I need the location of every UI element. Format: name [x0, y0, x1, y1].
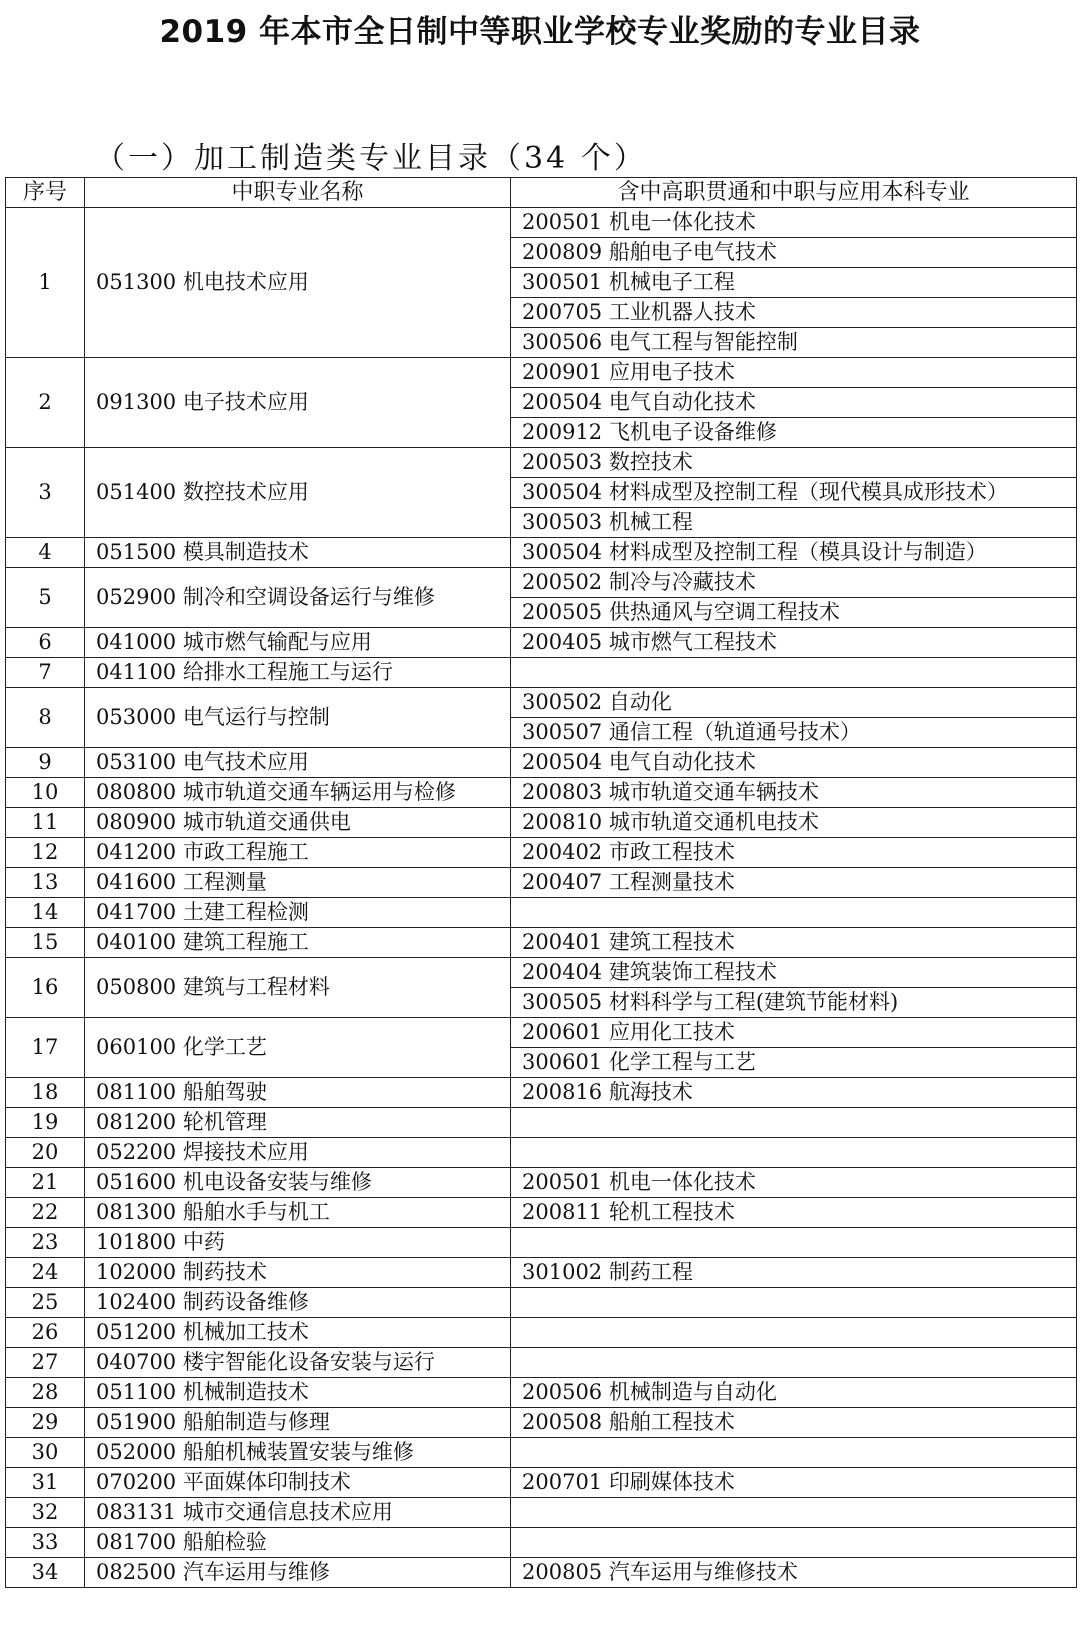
related-major: 200502 制冷与冷藏技术: [511, 568, 1077, 598]
table-row: [6, 688, 1077, 718]
related-major: 200601 应用化工技术: [511, 1018, 1077, 1048]
table-row: [6, 838, 1077, 868]
table-row: [6, 448, 1077, 478]
document-title: 2019 年本市全日制中等职业学校专业奖励的专业目录: [159, 14, 921, 50]
table-row: [6, 958, 1077, 988]
related-major: [511, 1438, 1077, 1468]
related-major: 200701 印刷媒体技术: [511, 1468, 1077, 1498]
row-index: 34: [6, 1558, 85, 1588]
related-major: 200407 工程测量技术: [511, 868, 1077, 898]
related-major: 300502 自动化: [511, 688, 1077, 718]
related-major: [511, 1288, 1077, 1318]
vocational-major-name: 041700 土建工程检测: [85, 898, 511, 928]
row-index: 8: [6, 688, 85, 748]
related-major: 300601 化学工程与工艺: [511, 1048, 1077, 1078]
related-major: 200504 电气自动化技术: [511, 388, 1077, 418]
related-major: 200401 建筑工程技术: [511, 928, 1077, 958]
related-major: 300507 通信工程（轨道通号技术）: [511, 718, 1077, 748]
related-major: 200805 汽车运用与维修技术: [511, 1558, 1077, 1588]
vocational-major-name: 081700 船舶检验: [85, 1528, 511, 1558]
row-index: 1: [6, 208, 85, 358]
related-major: 300505 材料科学与工程(建筑节能材料): [511, 988, 1077, 1018]
vocational-major-name: 052200 焊接技术应用: [85, 1138, 511, 1168]
related-major: [511, 1108, 1077, 1138]
table-row: [6, 568, 1077, 598]
vocational-major-name: 051600 机电设备安装与维修: [85, 1168, 511, 1198]
row-index: 3: [6, 448, 85, 538]
related-major: [511, 1528, 1077, 1558]
table-row: [6, 1288, 1077, 1318]
vocational-major-name: 051900 船舶制造与修理: [85, 1408, 511, 1438]
vocational-major-name: 102000 制药技术: [85, 1258, 511, 1288]
section-heading: （一）加工制造类专业目录（34 个）: [95, 141, 647, 176]
related-major: 200404 建筑装饰工程技术: [511, 958, 1077, 988]
vocational-major-name: 082500 汽车运用与维修: [85, 1558, 511, 1588]
table-row: [6, 1468, 1077, 1498]
table-row: [6, 628, 1077, 658]
row-index: 11: [6, 808, 85, 838]
related-major: [511, 1498, 1077, 1528]
row-index: 6: [6, 628, 85, 658]
table-row: [6, 358, 1077, 388]
vocational-major-name: 080900 城市轨道交通供电: [85, 808, 511, 838]
table-row: [6, 208, 1077, 238]
row-index: 2: [6, 358, 85, 448]
table-row: [6, 658, 1077, 688]
related-major: 200901 应用电子技术: [511, 358, 1077, 388]
vocational-major-name: 081200 轮机管理: [85, 1108, 511, 1138]
related-major: 200912 飞机电子设备维修: [511, 418, 1077, 448]
vocational-major-name: 053000 电气运行与控制: [85, 688, 511, 748]
table-row: [6, 1168, 1077, 1198]
row-index: 28: [6, 1378, 85, 1408]
related-major: 301002 制药工程: [511, 1258, 1077, 1288]
vocational-major-name: 040700 楼宇智能化设备安装与运行: [85, 1348, 511, 1378]
vocational-major-name: 102400 制药设备维修: [85, 1288, 511, 1318]
table-row: [6, 1108, 1077, 1138]
related-major: 200508 船舶工程技术: [511, 1408, 1077, 1438]
table-row: [6, 538, 1077, 568]
vocational-major-name: 051200 机械加工技术: [85, 1318, 511, 1348]
table-row: [6, 868, 1077, 898]
vocational-major-name: 081100 船舶驾驶: [85, 1078, 511, 1108]
table-header-row: [6, 178, 1077, 208]
related-major: 200506 机械制造与自动化: [511, 1378, 1077, 1408]
related-major: 200501 机电一体化技术: [511, 1168, 1077, 1198]
table-row: [6, 1138, 1077, 1168]
vocational-major-name: 051400 数控技术应用: [85, 448, 511, 538]
row-index: 24: [6, 1258, 85, 1288]
related-major: 200810 城市轨道交通机电技术: [511, 808, 1077, 838]
table-row: [6, 1348, 1077, 1378]
row-index: 23: [6, 1228, 85, 1258]
related-major: 200504 电气自动化技术: [511, 748, 1077, 778]
related-major: 200809 船舶电子电气技术: [511, 238, 1077, 268]
related-major: 300506 电气工程与智能控制: [511, 328, 1077, 358]
related-major: 300504 材料成型及控制工程（现代模具成形技术）: [511, 478, 1077, 508]
vocational-major-name: 060100 化学工艺: [85, 1018, 511, 1078]
table-row: [6, 1408, 1077, 1438]
vocational-major-name: 083131 城市交通信息技术应用: [85, 1498, 511, 1528]
table-row: [6, 1228, 1077, 1258]
row-index: 30: [6, 1438, 85, 1468]
vocational-major-name: 053100 电气技术应用: [85, 748, 511, 778]
row-index: 13: [6, 868, 85, 898]
row-index: 21: [6, 1168, 85, 1198]
related-major: 200816 航海技术: [511, 1078, 1077, 1108]
row-index: 29: [6, 1408, 85, 1438]
vocational-major-name: 040100 建筑工程施工: [85, 928, 511, 958]
table-row: [6, 808, 1077, 838]
vocational-major-name: 091300 电子技术应用: [85, 358, 511, 448]
table-row: [6, 1318, 1077, 1348]
table-row: [6, 898, 1077, 928]
related-major: 300501 机械电子工程: [511, 268, 1077, 298]
row-index: 33: [6, 1528, 85, 1558]
vocational-major-name: 041000 城市燃气输配与应用: [85, 628, 511, 658]
vocational-major-name: 041100 给排水工程施工与运行: [85, 658, 511, 688]
vocational-major-name: 051500 模具制造技术: [85, 538, 511, 568]
vocational-major-name: 070200 平面媒体印制技术: [85, 1468, 511, 1498]
row-index: 20: [6, 1138, 85, 1168]
related-major: 200705 工业机器人技术: [511, 298, 1077, 328]
vocational-major-name: 050800 建筑与工程材料: [85, 958, 511, 1018]
vocational-major-name: 041600 工程测量: [85, 868, 511, 898]
vocational-major-name: 081300 船舶水手与机工: [85, 1198, 511, 1228]
table-body: [6, 208, 1077, 1588]
header-major-name: 中职专业名称: [85, 178, 511, 208]
vocational-major-name: 051100 机械制造技术: [85, 1378, 511, 1408]
row-index: 32: [6, 1498, 85, 1528]
row-index: 26: [6, 1318, 85, 1348]
vocational-major-name: 101800 中药: [85, 1228, 511, 1258]
row-index: 10: [6, 778, 85, 808]
related-major: 200503 数控技术: [511, 448, 1077, 478]
row-index: 15: [6, 928, 85, 958]
row-index: 19: [6, 1108, 85, 1138]
row-index: 22: [6, 1198, 85, 1228]
table-row: [6, 1258, 1077, 1288]
header-related-majors: 含中高职贯通和中职与应用本科专业: [511, 178, 1077, 208]
related-major: [511, 658, 1077, 688]
related-major: [511, 1228, 1077, 1258]
row-index: 5: [6, 568, 85, 628]
table-row: [6, 1558, 1077, 1588]
table-row: [6, 1378, 1077, 1408]
related-major: [511, 1138, 1077, 1168]
related-major: 200803 城市轨道交通车辆技术: [511, 778, 1077, 808]
table-row: [6, 928, 1077, 958]
row-index: 14: [6, 898, 85, 928]
table-row: [6, 778, 1077, 808]
related-major: 200501 机电一体化技术: [511, 208, 1077, 238]
row-index: 16: [6, 958, 85, 1018]
table-row: [6, 748, 1077, 778]
table-row: [6, 1018, 1077, 1048]
row-index: 17: [6, 1018, 85, 1078]
related-major: [511, 1348, 1077, 1378]
header-index: 序号: [6, 178, 85, 208]
vocational-major-name: 080800 城市轨道交通车辆运用与检修: [85, 778, 511, 808]
row-index: 18: [6, 1078, 85, 1108]
related-major: 300504 材料成型及控制工程（模具设计与制造）: [511, 538, 1077, 568]
table-row: [6, 1198, 1077, 1228]
table-row: [6, 1498, 1077, 1528]
row-index: 12: [6, 838, 85, 868]
related-major: 200811 轮机工程技术: [511, 1198, 1077, 1228]
table-row: [6, 1438, 1077, 1468]
row-index: 27: [6, 1348, 85, 1378]
row-index: 25: [6, 1288, 85, 1318]
related-major: 300503 机械工程: [511, 508, 1077, 538]
vocational-major-name: 052900 制冷和空调设备运行与维修: [85, 568, 511, 628]
related-major: 200405 城市燃气工程技术: [511, 628, 1077, 658]
vocational-major-name: 041200 市政工程施工: [85, 838, 511, 868]
table-row: [6, 1528, 1077, 1558]
table-row: [6, 1078, 1077, 1108]
row-index: 9: [6, 748, 85, 778]
majors-table: [5, 177, 1077, 1588]
row-index: 7: [6, 658, 85, 688]
related-major: 200402 市政工程技术: [511, 838, 1077, 868]
vocational-major-name: 052000 船舶机械装置安装与维修: [85, 1438, 511, 1468]
related-major: [511, 898, 1077, 928]
vocational-major-name: 051300 机电技术应用: [85, 208, 511, 358]
row-index: 31: [6, 1468, 85, 1498]
related-major: [511, 1318, 1077, 1348]
row-index: 4: [6, 538, 85, 568]
related-major: 200505 供热通风与空调工程技术: [511, 598, 1077, 628]
